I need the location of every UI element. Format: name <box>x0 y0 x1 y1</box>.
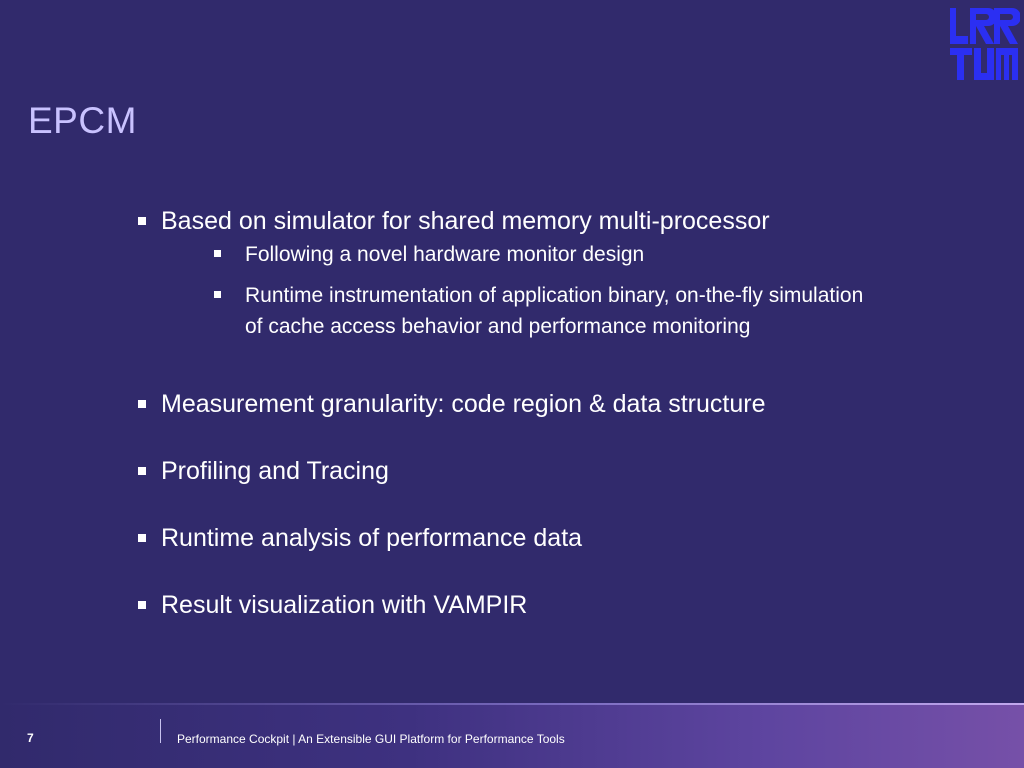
sub-bullet-text: Runtime instrumentation of application binary, on-the-fly simulation of cache access behavior and performance monitoring <box>245 284 864 338</box>
square-bullet-icon <box>214 250 221 257</box>
square-bullet-icon <box>138 400 146 408</box>
bullet-list <box>136 205 876 621</box>
footer-separator <box>160 719 161 743</box>
square-bullet-icon <box>214 291 221 298</box>
square-bullet-icon <box>138 467 146 475</box>
bullet-text: Profiling and Tracing <box>161 457 389 485</box>
bullet-text: Measurement granularity: code region & data structure <box>161 390 766 418</box>
bullet-item <box>136 589 876 621</box>
square-bullet-icon <box>138 217 146 225</box>
tum-logo-icon <box>948 6 1020 82</box>
sub-bullet-item <box>220 280 876 342</box>
bullet-text: Based on simulator for shared memory multi-processor <box>161 207 770 235</box>
footer-divider-line <box>0 703 1024 705</box>
square-bullet-icon <box>138 601 146 609</box>
sub-bullet-item <box>220 239 876 270</box>
square-bullet-icon <box>138 534 146 542</box>
bullet-text: Result visualization with VAMPIR <box>161 591 528 619</box>
bullet-item <box>136 388 876 420</box>
slide-title: EPCM <box>28 100 137 141</box>
footer-text: Performance Cockpit | An Extensible GUI Platform for Performance Tools <box>177 732 565 746</box>
sub-bullet-list <box>161 239 876 342</box>
bullet-item <box>136 522 876 554</box>
page-number: 7 <box>27 731 34 745</box>
bullet-item <box>136 205 876 342</box>
bullet-text: Runtime analysis of performance data <box>161 524 583 552</box>
bullet-item <box>136 455 876 487</box>
sub-bullet-text: Following a novel hardware monitor design <box>245 243 645 266</box>
